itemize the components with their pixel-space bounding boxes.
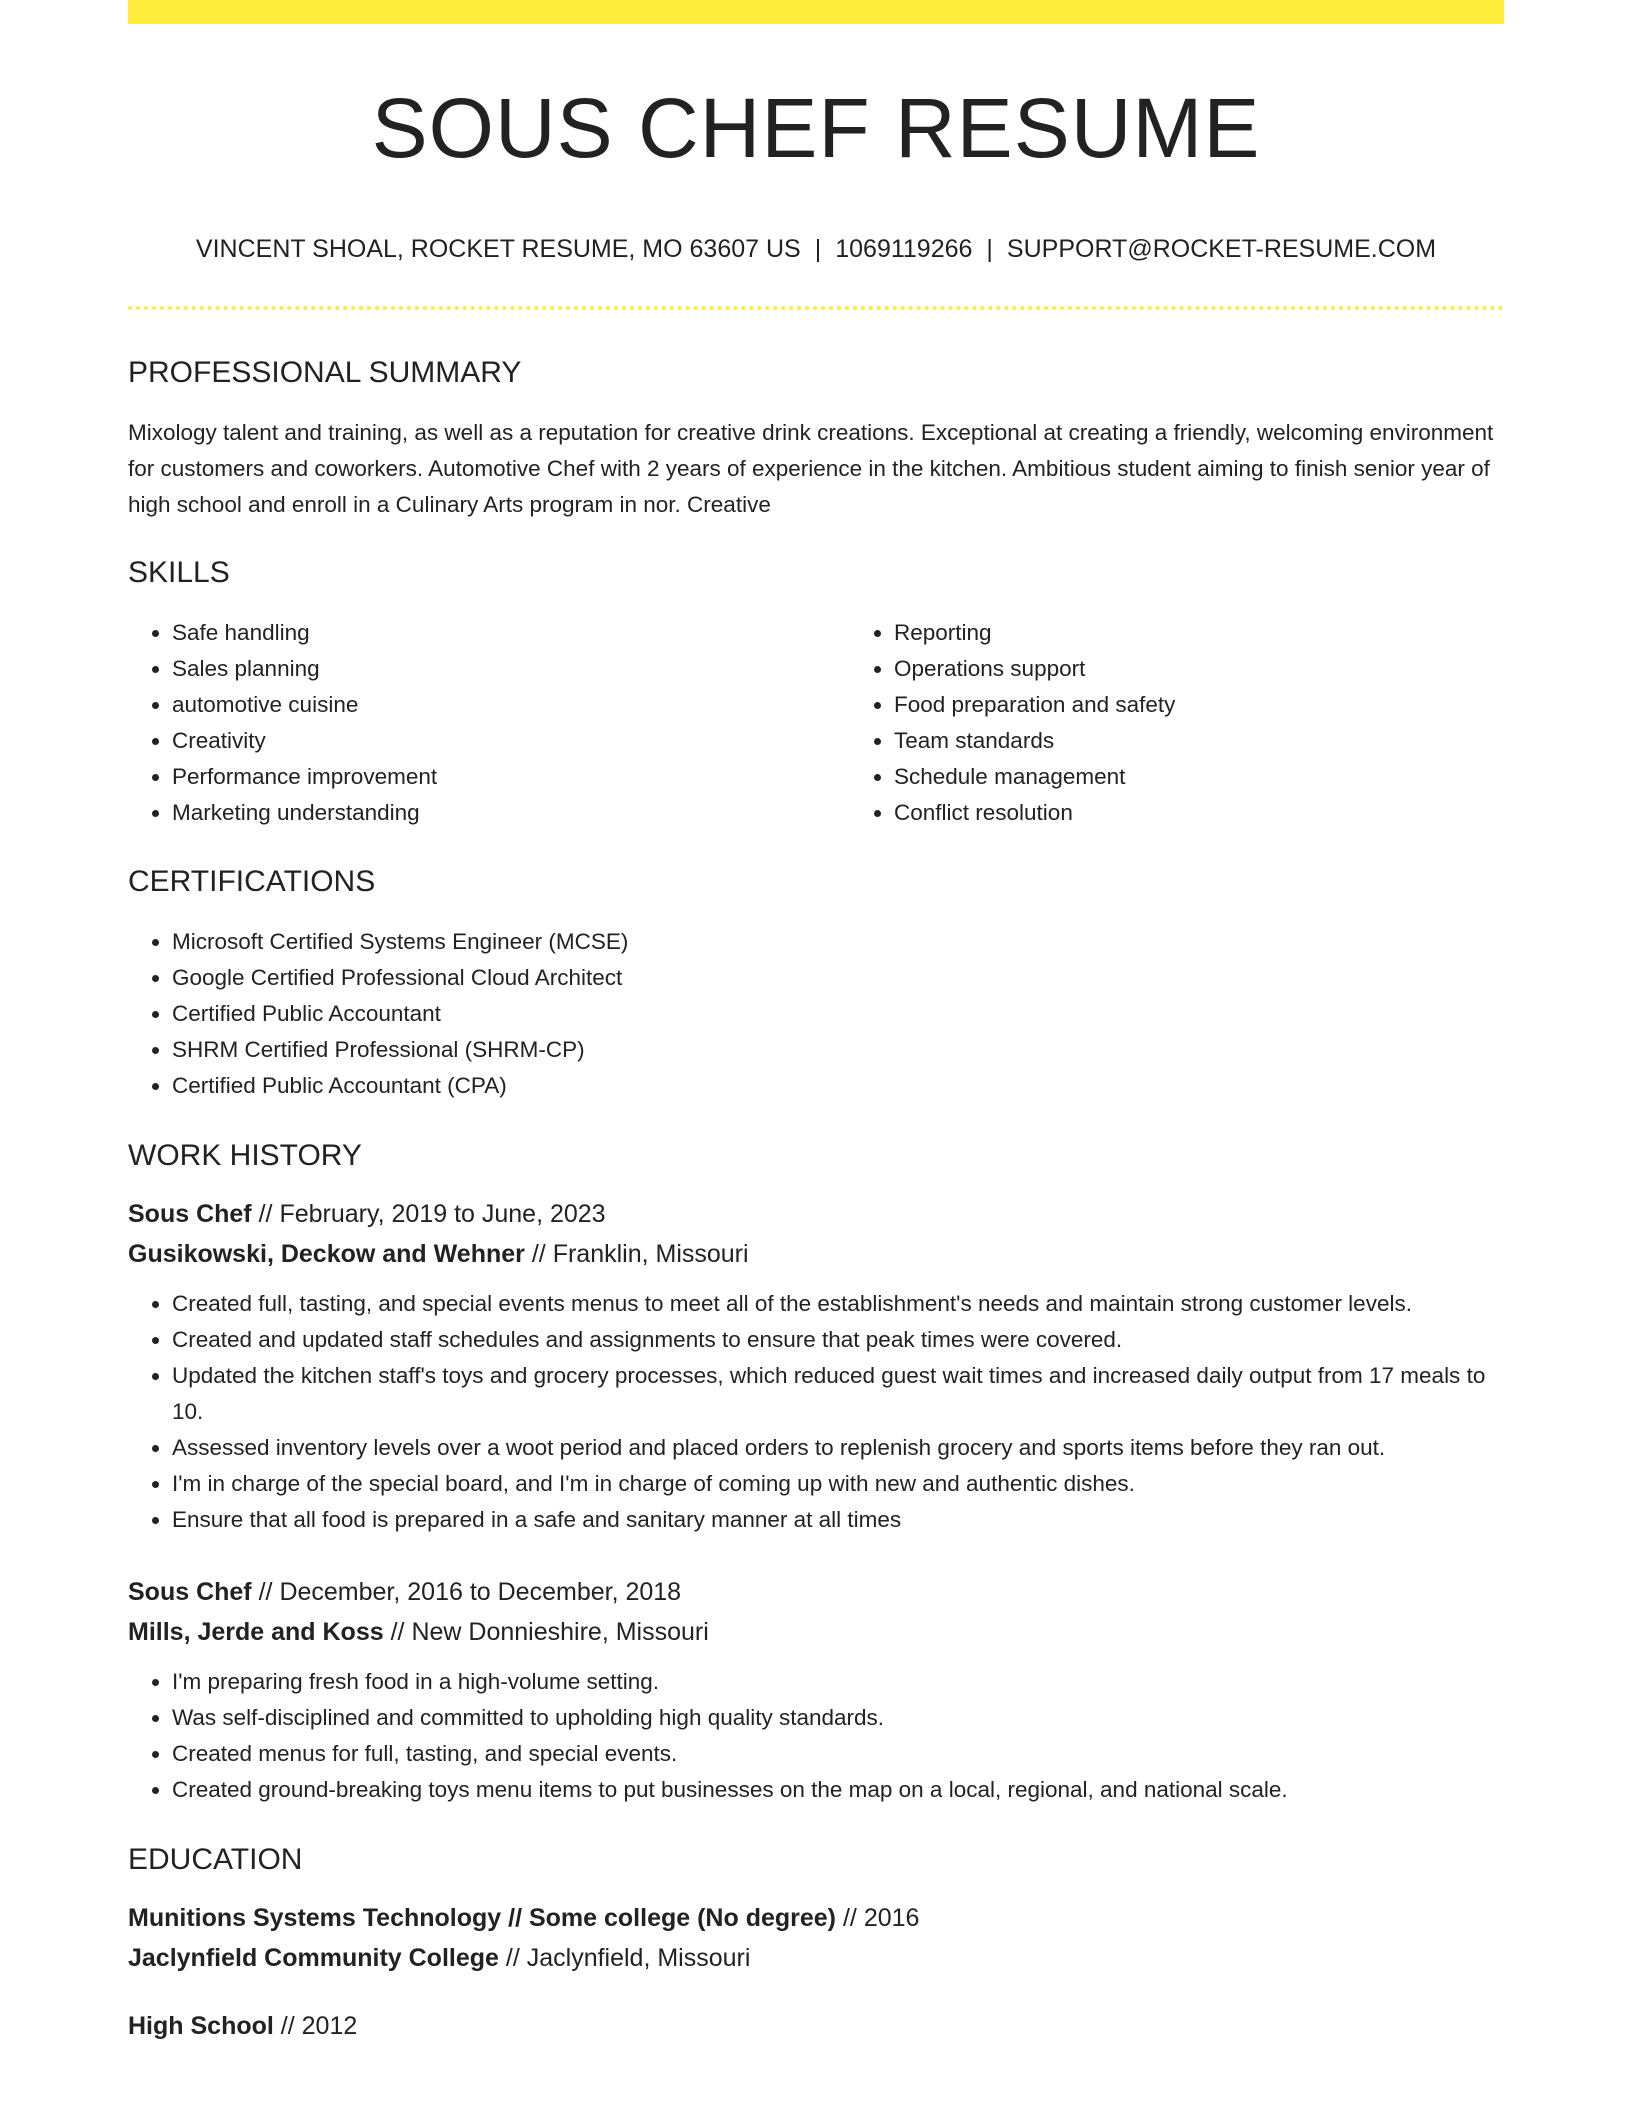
job-role: Sous Chef	[128, 1200, 252, 1229]
separator: //	[258, 1578, 273, 1607]
skills-list-right	[850, 615, 1572, 831]
job-company-line	[128, 1612, 1504, 1652]
skill-item: • automotive cuisine	[172, 687, 850, 723]
job-bullet: • Assessed inventory levels over a woot period and placed orders to replenish grocery and sports items before they ran out.	[172, 1430, 1504, 1466]
education-year: 2016	[863, 1904, 920, 1933]
resume-page	[128, 0, 1504, 2046]
separator: //	[280, 2012, 295, 2041]
job-bullet: • Created full, tasting, and special events menus to meet all of the establishment's needs and maintain strong customer levels.	[172, 1286, 1504, 1322]
skill-item: • Food preparation and safety	[894, 687, 1572, 723]
job-bullet: • I'm in charge of the special board, and I'm in charge of coming up with new and authentic dishes.	[172, 1466, 1504, 1502]
education-year: 2012	[301, 2012, 358, 2041]
education-degree-line	[128, 1898, 1504, 1938]
certification-item: • SHRM Certified Professional (SHRM-CP)	[172, 1032, 1504, 1068]
skill-item: • Safe handling	[172, 615, 850, 651]
education-degree: Munitions Systems Technology // Some college (No degree)	[128, 1904, 836, 1933]
job-bullet-list	[128, 1286, 1504, 1538]
contact-address: VINCENT SHOAL, ROCKET RESUME, MO 63607 US	[195, 235, 801, 264]
job-role-line	[128, 1194, 1504, 1234]
certification-item: • Certified Public Accountant	[172, 996, 1504, 1032]
job-bullet: • Created and updated staff schedules and assignments to ensure that peak times were covered.	[172, 1322, 1504, 1358]
separator: //	[505, 1944, 520, 1973]
job-company-line	[128, 1234, 1504, 1274]
skill-item: • Conflict resolution	[894, 795, 1572, 831]
job-company: Mills, Jerde and Koss	[128, 1618, 384, 1647]
skill-item: • Reporting	[894, 615, 1572, 651]
skill-item: • Operations support	[894, 651, 1572, 687]
contact-line	[128, 234, 1504, 264]
contact-separator: |	[814, 235, 822, 264]
job-bullet: • Created menus for full, tasting, and special events.	[172, 1736, 1504, 1772]
certification-item: • Google Certified Professional Cloud Architect	[172, 960, 1504, 996]
certifications-list	[128, 924, 1504, 1104]
separator: //	[390, 1618, 405, 1647]
job-bullet: • Created ground-breaking toys menu items to put businesses on the map on a local, regional, and national scale.	[172, 1772, 1504, 1808]
contact-phone: 1069119266	[835, 235, 973, 264]
education-school-line	[128, 1938, 1504, 1978]
certification-item: • Microsoft Certified Systems Engineer (MCSE)	[172, 924, 1504, 960]
separator: //	[842, 1904, 857, 1933]
summary-text: Mixology talent and training, as well as a reputation for creative drink creations. Exceptional at creating a friendly, welcoming environment for customers and coworkers. Automotive Chef with 2 years of experience in the kitchen. Ambitious student aiming to finish senior year of high school and enroll in a Culinary Arts program in nor. Creative	[128, 420, 1494, 518]
skills-columns	[128, 615, 1504, 831]
contact-email: SUPPORT@ROCKET-RESUME.COM	[1006, 235, 1437, 264]
education-degree-line	[128, 2006, 1504, 2046]
skill-item: • Performance improvement	[172, 759, 850, 795]
work-history-heading: WORK HISTORY	[128, 1139, 362, 1173]
job-bullet: • Was self-disciplined and committed to upholding high quality standards.	[172, 1700, 1504, 1736]
education-school: Jaclynfield Community College	[128, 1944, 499, 1973]
education-heading: EDUCATION	[128, 1843, 303, 1877]
job-dates: February, 2019 to June, 2023	[279, 1200, 606, 1229]
separator: //	[258, 1200, 273, 1229]
job-bullet-list	[128, 1664, 1504, 1808]
resume-title: SOUS CHEF RESUME	[371, 81, 1261, 175]
certifications-heading: CERTIFICATIONS	[128, 865, 376, 899]
dotted-divider	[128, 306, 1504, 310]
job-bullet: • Ensure that all food is prepared in a safe and sanitary manner at all times	[172, 1502, 1504, 1538]
skill-item: • Sales planning	[172, 651, 850, 687]
job-role-line	[128, 1572, 1504, 1612]
skills-list-left	[128, 615, 850, 831]
job-bullet: • I'm preparing fresh food in a high-volume setting.	[172, 1664, 1504, 1700]
education-degree: High School	[128, 2012, 274, 2041]
skill-item: • Creativity	[172, 723, 850, 759]
education-location: Jaclynfield, Missouri	[526, 1944, 751, 1973]
skill-item: • Marketing understanding	[172, 795, 850, 831]
separator: //	[531, 1240, 546, 1269]
contact-separator: |	[986, 235, 993, 264]
job-location: Franklin, Missouri	[552, 1240, 749, 1269]
summary-heading: PROFESSIONAL SUMMARY	[128, 356, 522, 390]
job-bullet: • Updated the kitchen staff's toys and grocery processes, which reduced guest wait times and increased daily output from 17 meals to 10.	[172, 1358, 1504, 1430]
job-company: Gusikowski, Deckow and Wehner	[128, 1240, 525, 1269]
job-role: Sous Chef	[128, 1578, 252, 1607]
job-location: New Donnieshire, Missouri	[411, 1618, 709, 1647]
skill-item: • Schedule management	[894, 759, 1572, 795]
certification-item: • Certified Public Accountant (CPA)	[172, 1068, 1504, 1104]
job-dates: December, 2016 to December, 2018	[279, 1578, 682, 1607]
skill-item: • Team standards	[894, 723, 1572, 759]
skills-heading: SKILLS	[128, 556, 230, 590]
top-accent-bar	[128, 0, 1504, 24]
